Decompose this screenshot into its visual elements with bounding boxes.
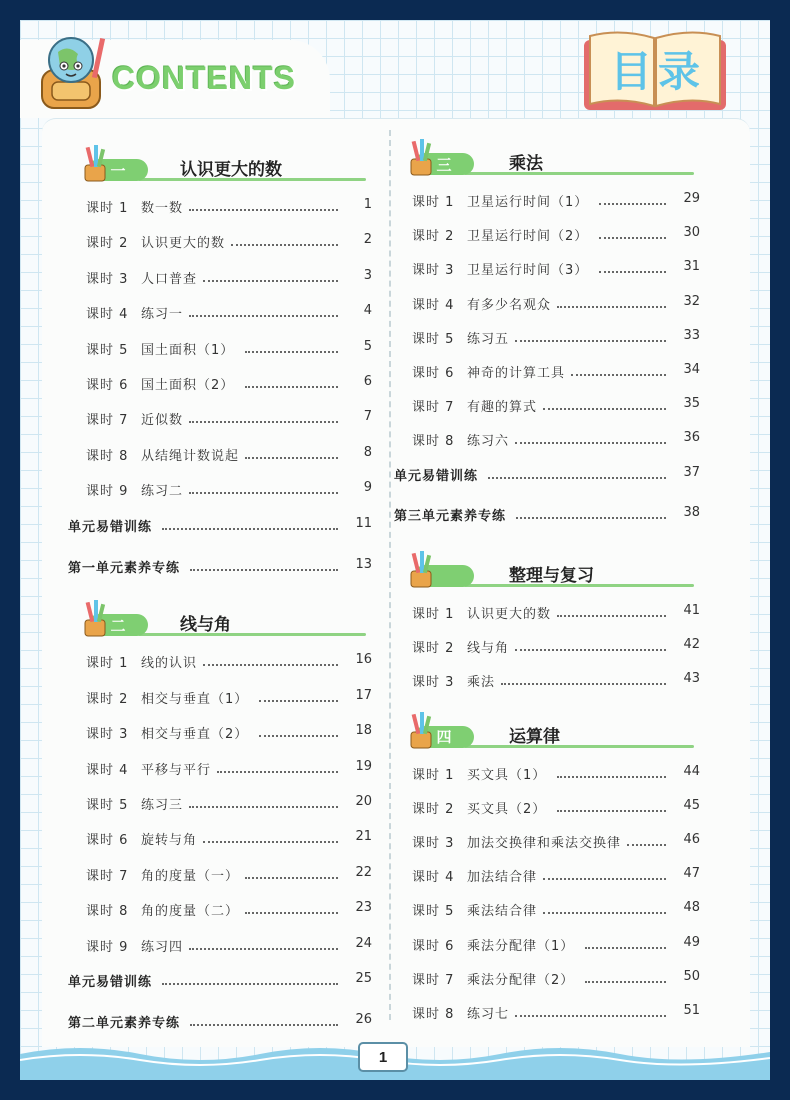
leader-dots: [245, 351, 338, 353]
page-ref: 37: [683, 464, 700, 480]
toc-entry[interactable]: [86, 445, 370, 465]
lesson-number: 课时 7: [86, 413, 129, 429]
page-ref: 34: [683, 362, 700, 377]
toc-entry[interactable]: [86, 900, 370, 920]
lesson-number: 课时 8: [86, 448, 129, 464]
lesson-number: 课时 7: [412, 972, 455, 988]
toc-entry[interactable]: [412, 969, 698, 989]
page-ref: 2: [363, 232, 372, 248]
lesson-title: 练习四: [141, 939, 184, 955]
lesson-number: 课时 8: [86, 904, 129, 920]
extra-title: 单元易错训练: [68, 519, 153, 535]
lesson-title: 练习二: [141, 484, 184, 500]
toc-entry[interactable]: [412, 764, 698, 784]
toc-entry[interactable]: [86, 723, 370, 743]
lesson-title: 平移与平行: [141, 762, 212, 778]
lesson-title: 线与角: [467, 641, 510, 657]
page-ref: 20: [355, 794, 372, 809]
page-ref: 35: [683, 396, 700, 412]
unit-heading: [68, 153, 370, 187]
unit-heading-line: [464, 172, 694, 175]
lesson-number: 课时 1: [412, 195, 455, 210]
lesson-title: 角的度量（二）: [141, 904, 240, 920]
lesson-title: 买文具（1）: [467, 767, 547, 783]
toc-entry[interactable]: [86, 339, 370, 359]
toc-entry[interactable]: [86, 480, 370, 500]
lesson-title: 练习六: [467, 434, 510, 450]
page-ref: 18: [355, 723, 372, 739]
lesson-number: 课时 2: [412, 229, 455, 245]
extra-title: 第三单元素养专练: [394, 508, 507, 524]
toc-entry[interactable]: [412, 832, 698, 852]
toc-extra-entry[interactable]: [68, 557, 370, 577]
leader-dots: [203, 841, 338, 843]
toc-entry[interactable]: [412, 430, 698, 450]
page-ref: 43: [683, 671, 700, 687]
lesson-number: 课时 4: [86, 762, 129, 778]
page-ref: 29: [683, 191, 700, 206]
leader-dots: [571, 374, 666, 376]
leader-dots: [189, 492, 338, 494]
lesson-title: 卫星运行时间（3）: [467, 263, 589, 279]
lesson-title: 认识更大的数: [467, 607, 552, 622]
leader-dots: [162, 528, 338, 530]
lesson-number: 课时 3: [412, 263, 455, 279]
pencil-cup-icon: [82, 600, 108, 638]
page-ref: 21: [355, 829, 372, 845]
lesson-number: 课时 1: [412, 767, 455, 783]
lesson-title: 练习五: [467, 331, 510, 347]
toc-entry[interactable]: [86, 303, 370, 323]
lesson-number: 课时 3: [412, 675, 455, 691]
leader-dots: [515, 1015, 666, 1017]
page-ref: 3: [363, 267, 372, 283]
page-ref: 22: [355, 864, 372, 880]
toc-entry[interactable]: [412, 603, 698, 623]
unit-title: 线与角: [180, 615, 231, 636]
lesson-title: 人口普查: [141, 271, 198, 287]
lesson-title: 乘法结合律: [467, 904, 538, 920]
lesson-number: 课时 2: [412, 801, 455, 817]
page-ref: 16: [355, 652, 372, 668]
lesson-title: 角的度量（一）: [141, 868, 240, 884]
toc-entry[interactable]: [412, 328, 698, 348]
toc-entry[interactable]: [86, 688, 370, 708]
leader-dots: [259, 700, 338, 702]
leader-dots: [259, 735, 338, 737]
toc-entry[interactable]: [412, 191, 698, 211]
leader-dots: [245, 877, 338, 879]
page-number: 1: [358, 1042, 408, 1072]
lesson-title: 有多少名观众: [467, 297, 552, 313]
mulu-book-badge: [580, 26, 730, 112]
lesson-number: 课时 2: [86, 236, 129, 252]
page-ref: 7: [363, 409, 372, 425]
lesson-title: 卫星运行时间（2）: [467, 229, 589, 245]
lesson-number: 课时 2: [86, 691, 129, 707]
toc-extra-entry[interactable]: [68, 516, 370, 536]
lesson-number: 课时 3: [86, 271, 129, 287]
toc-entry[interactable]: [86, 936, 370, 956]
lesson-number: 课时 4: [86, 307, 129, 323]
toc-entry[interactable]: [86, 794, 370, 814]
leader-dots: [557, 776, 666, 778]
toc-entry[interactable]: [412, 637, 698, 657]
toc-entry[interactable]: [412, 1003, 698, 1023]
unit-heading: [394, 559, 698, 593]
lesson-title: 国土面积（2）: [141, 378, 235, 393]
toc-entry[interactable]: [86, 197, 370, 217]
lesson-title: 买文具（2）: [467, 801, 547, 817]
unit-heading: [68, 608, 370, 642]
leader-dots: [585, 947, 666, 949]
lesson-title: 相交与垂直（1）: [141, 691, 249, 707]
leader-dots: [488, 477, 666, 479]
leader-dots: [189, 421, 338, 423]
unit-title: 乘法: [509, 154, 543, 174]
lesson-title: 乘法分配律（1）: [467, 938, 575, 954]
leader-dots: [203, 280, 338, 282]
lesson-number: 课时 8: [412, 434, 455, 450]
toc-extra-entry[interactable]: [394, 465, 698, 485]
toc-entry[interactable]: [86, 268, 370, 288]
lesson-title: 近似数: [141, 413, 184, 429]
unit-title: 整理与复习: [509, 566, 594, 586]
lesson-number: 课时 3: [86, 727, 129, 743]
toc-entry[interactable]: [412, 798, 698, 818]
toc-extra-entry[interactable]: [394, 505, 698, 525]
page-ref: 42: [683, 637, 700, 653]
lesson-number: 课时 6: [86, 833, 129, 849]
lesson-title: 国土面积（1）: [141, 342, 235, 358]
leader-dots: [245, 912, 338, 914]
pencil-cup-icon: [408, 139, 434, 177]
lesson-number: 课时 6: [86, 378, 129, 393]
lesson-title: 神奇的计算工具: [467, 366, 566, 381]
leader-dots: [585, 981, 666, 983]
lesson-number: 课时 8: [412, 1007, 455, 1022]
contents-title: CONTENTS: [112, 60, 296, 96]
leader-dots: [599, 203, 666, 205]
unit-number-badge: 三: [414, 153, 474, 175]
toc-extra-entry[interactable]: [68, 971, 370, 991]
leader-dots: [231, 244, 338, 246]
pencil-cup-icon: [408, 712, 434, 750]
page-ref: 51: [683, 1003, 700, 1018]
lesson-number: 课时 9: [86, 484, 129, 500]
extra-title: 第二单元素养专练: [68, 1016, 181, 1032]
toc-entry[interactable]: [86, 865, 370, 885]
unit-heading: [394, 147, 698, 181]
page-ref: 30: [683, 225, 700, 241]
lesson-number: 课时 6: [412, 938, 455, 954]
lesson-number: 课时 9: [86, 939, 129, 955]
lesson-number: 课时 3: [412, 836, 455, 851]
mulu-title: 目录: [609, 47, 706, 96]
page-ref: 41: [683, 603, 700, 618]
lesson-title: 加法交换律和乘法交换律: [467, 836, 622, 851]
page-ref: 17: [355, 687, 372, 703]
page-ref: 36: [683, 430, 700, 446]
page-ref: 50: [683, 968, 700, 984]
lesson-title: 练习一: [141, 307, 184, 323]
leader-dots: [599, 271, 666, 273]
leader-dots: [599, 237, 666, 239]
globe-backpack-mascot-icon: [30, 30, 114, 114]
leader-dots: [190, 569, 338, 571]
lesson-number: 课时 5: [86, 342, 129, 358]
lesson-title: 练习七: [467, 1007, 510, 1022]
toc-entry[interactable]: [412, 362, 698, 382]
leader-dots: [162, 983, 338, 985]
leader-dots: [516, 517, 666, 519]
toc-entry[interactable]: [412, 671, 698, 691]
page-ref: 25: [355, 971, 372, 986]
lesson-number: 课时 1: [412, 607, 455, 622]
toc-entry[interactable]: [412, 396, 698, 416]
toc-entry[interactable]: [412, 900, 698, 920]
lesson-title: 乘法分配律（2）: [467, 972, 575, 988]
leader-dots: [543, 912, 666, 914]
page-ref: 19: [355, 758, 372, 774]
leader-dots: [557, 306, 666, 308]
unit-number-badge: 四: [414, 726, 474, 748]
page-ref: 6: [363, 374, 372, 389]
page-ref: 44: [683, 763, 700, 779]
page-ref: 26: [355, 1012, 372, 1028]
page-ref: 8: [363, 444, 372, 460]
page-ref: 45: [683, 797, 700, 813]
lesson-number: 课时 5: [412, 904, 455, 920]
lesson-number: 课时 4: [412, 870, 455, 886]
lesson-number: 课时 1: [86, 201, 129, 216]
page-ref: 1: [363, 197, 372, 212]
lesson-number: 课时 2: [412, 641, 455, 657]
leader-dots: [515, 442, 666, 444]
lesson-number: 课时 1: [86, 656, 129, 672]
toc-entry[interactable]: [412, 259, 698, 279]
unit-heading-line: [138, 633, 366, 636]
page-ref: 9: [363, 480, 372, 496]
page-ref: 49: [683, 934, 700, 950]
lesson-title: 乘法: [467, 675, 496, 691]
toc-entry[interactable]: [86, 829, 370, 849]
toc-entry[interactable]: [86, 374, 370, 394]
leader-dots: [515, 340, 666, 342]
unit-title: 认识更大的数: [180, 160, 282, 180]
leader-dots: [189, 209, 338, 211]
page-ref: 38: [683, 504, 700, 520]
lesson-title: 数一数: [141, 201, 184, 216]
page-ref: 48: [683, 900, 700, 916]
pencil-cup-icon: [82, 145, 108, 183]
toc-entry[interactable]: [412, 935, 698, 955]
lesson-title: 从结绳计数说起: [141, 448, 240, 464]
leader-dots: [515, 649, 666, 651]
pencil-cup-icon: [408, 551, 434, 589]
leader-dots: [501, 683, 666, 685]
lesson-number: 课时 6: [412, 366, 455, 381]
lesson-title: 卫星运行时间（1）: [467, 195, 589, 210]
unit-title: 运算律: [509, 726, 560, 747]
lesson-number: 课时 5: [86, 798, 129, 813]
leader-dots: [217, 771, 338, 773]
page-ref: 24: [355, 935, 372, 951]
extra-title: 第一单元素养专练: [68, 561, 181, 576]
toc-extra-entry[interactable]: [68, 1012, 370, 1032]
page-ref: 11: [355, 515, 372, 531]
toc-entry[interactable]: [412, 225, 698, 245]
extra-title: 单元易错训练: [68, 975, 153, 990]
extra-title: 单元易错训练: [394, 468, 479, 484]
toc-entry[interactable]: [412, 866, 698, 886]
lesson-title: 相交与垂直（2）: [141, 727, 249, 743]
toc-entry[interactable]: [86, 232, 370, 252]
page-ref: 32: [683, 293, 700, 309]
unit-number-badge: 一: [88, 159, 148, 181]
leader-dots: [557, 615, 666, 617]
page-ref: 46: [683, 832, 700, 847]
leader-dots: [190, 1024, 338, 1026]
toc-entry[interactable]: [412, 294, 698, 314]
toc-entry[interactable]: [86, 409, 370, 429]
lesson-number: 课时 7: [86, 868, 129, 884]
leader-dots: [627, 844, 666, 846]
page-ref: 4: [363, 303, 372, 319]
lesson-title: 有趣的算式: [467, 400, 538, 416]
page-ref: 33: [683, 327, 700, 343]
lesson-title: 认识更大的数: [141, 236, 226, 252]
leader-dots: [189, 315, 338, 317]
unit-number-badge: 二: [88, 614, 148, 636]
lesson-title: 旋转与角: [141, 833, 198, 849]
unit-heading-line: [464, 745, 694, 748]
leader-dots: [245, 457, 338, 459]
page-ref: 23: [355, 900, 372, 916]
column-divider: [389, 130, 391, 1020]
lesson-number: 课时 7: [412, 400, 455, 416]
leader-dots: [557, 810, 666, 812]
lesson-title: 线的认识: [141, 656, 198, 672]
leader-dots: [189, 806, 338, 808]
leader-dots: [543, 408, 666, 410]
toc-page: [20, 20, 770, 1080]
lesson-title: 加法结合律: [467, 870, 538, 886]
lesson-number: 课时 4: [412, 297, 455, 313]
lesson-number: 课时 5: [412, 331, 455, 347]
leader-dots: [189, 948, 338, 950]
unit-heading: [394, 720, 698, 754]
toc-entry[interactable]: [86, 759, 370, 779]
page-ref: 31: [683, 259, 700, 275]
lesson-title: 练习三: [141, 798, 184, 813]
leader-dots: [543, 878, 666, 880]
toc-entry[interactable]: [86, 652, 370, 672]
page-ref: 5: [363, 338, 372, 354]
leader-dots: [245, 386, 338, 388]
page-ref: 47: [683, 866, 700, 882]
page-ref: 13: [355, 557, 372, 572]
leader-dots: [203, 664, 338, 666]
